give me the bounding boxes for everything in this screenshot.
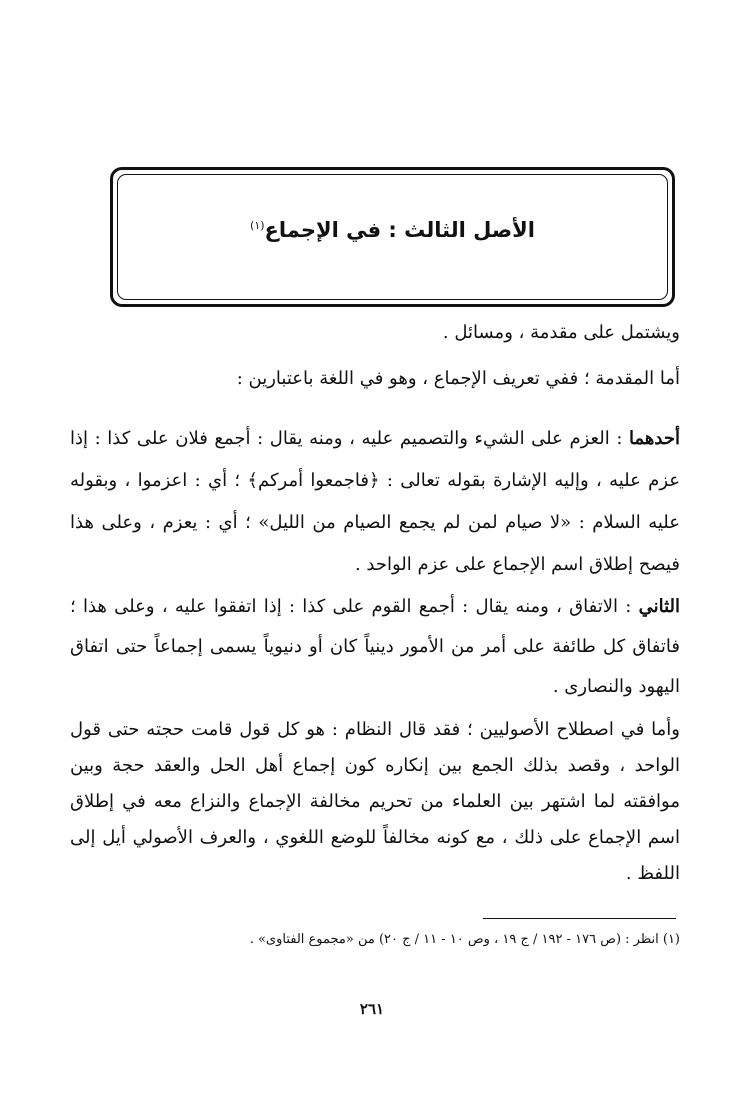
first-meaning-label: أحدهما — [629, 428, 680, 449]
chapter-title-text: الأصل الثالث : في الإجماع — [264, 218, 535, 242]
chapter-title-box — [110, 167, 675, 307]
introduction-definition-paragraph: أما المقدمة ؛ ففي تعريف الإجماع ، وهو في اللغة باعتبارين : — [236, 368, 680, 389]
footnote-reference: (١) — [250, 219, 265, 232]
technical-definition-paragraph: وأما في اصطلاح الأصوليين ؛ فقد قال النظام : هو كل قول قامت حجته حتى قول الواحد ، وقصد بذلك الجمع بين إنكاره كون إجماع أهل الحل والعقد حجة وبين موافقته لما اشتهر بين العلماء من تحريم مخالفة الإجماع والنزاع معه في إطلاق اسم الإجماع على ذلك ، مع كونه مخالفاً للوضع اللغوي ، والعرف الأصولي أيل إلى اللفظ . — [70, 719, 680, 884]
intro-paragraph: ويشتمل على مقدمة ، ومسائل . — [442, 322, 680, 343]
first-meaning-paragraph — [70, 418, 680, 586]
first-meaning-text: : العزم على الشيء والتصميم عليه ، ومنه يقال : أجمع فلان على كذا : إذا عزم عليه ، وإليه الإشارة بقوله تعالى : ﴿فاجمعوا أمركم﴾ ؛ أي : اعزموا ، وبقوله عليه السلام : «لا صيام لمن لم يجمع الصيام من الليل» ؛ أي : يعزم ، وعلى هذا فيصح إطلاق اسم الإجماع على عزم الواحد . — [70, 428, 680, 575]
footnote-divider — [483, 918, 676, 919]
second-meaning-text: : الاتفاق ، ومنه يقال : أجمع القوم على كذا : إذا اتفقوا عليه ، وعلى هذا ؛ فاتفاق كل طائفة على أمر من الأمور دينياً كان أو دنيوياً يسمى إجماعاً حتى اتفاق اليهود والنصارى . — [70, 596, 680, 697]
page-number: ٢٦١ — [359, 1000, 385, 1018]
footnote: (١) انظر : (ص ١٧٦ - ١٩٢ / ج ١٩ ، وص ١٠ - ١١ / ج ٢٠) من «مجموع الفتاوى» . — [249, 932, 680, 947]
second-meaning-paragraph — [70, 587, 680, 707]
second-meaning-label: الثاني — [638, 596, 680, 617]
chapter-title — [113, 218, 672, 242]
